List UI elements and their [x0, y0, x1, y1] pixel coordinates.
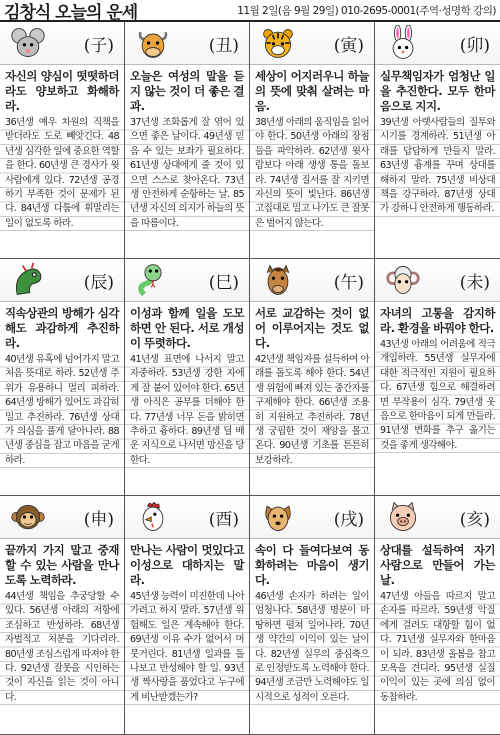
rat-icon — [10, 25, 46, 61]
hanja-label: (亥) — [459, 509, 490, 530]
hanja-label: (未) — [459, 272, 490, 293]
page-header — [0, 0, 500, 22]
page-title: 김창식 오늘의 운세 — [4, 2, 138, 23]
fortune-detail: 45년생 능력이 미진한데 나아가려고 하지 말라. 57년생 위험해도 일은 계속해야 한다. 69년생 이유 수가 없어서 머뭇거린다. 81년생 일과를 돌나보고 반성해야 할 일. 93년생 짝사랑을 품었다고 누구에게 비난받겠는가? — [125, 590, 249, 705]
fortune-headline: 서로 교감하는 것이 없어 이루어지는 것도 없다. — [255, 306, 369, 350]
hanja-label: (子) — [83, 35, 114, 56]
hanja-label: (午) — [333, 272, 364, 293]
zodiac-cell-mi — [375, 259, 500, 496]
fortune-detail: 37년생 조화롭게 잘 엮어 있으면 좋은 날이다. 49년생 믿음 수 있는 보좌가 필요하다. 61년생 상대에게 줄 것이 있으면 스스로 찾아온다. 73년생 안전하게 순항하는 날. 85년생 자신의 의지가 하늘의 뜻을 따름이다. — [125, 116, 249, 231]
fortune-detail: 40년생 유혹에 넘어가지 말고 처음 뜻대로 하라. 52년생 주위가 유용하니 멀리 피하라. 64년생 방해가 있어도 과감히 밀고 추진하라. 76년생 상대가 의심을 풀게 달아나라. 88년생 중심을 잡고 마음을 굳게 하라. — [0, 353, 124, 468]
zodiac-cell-hae — [375, 496, 500, 735]
zodiac-cell-chuk — [125, 22, 250, 259]
fortune-detail: 46년생 손자가 하려는 일이 엄청나다. 58년생 명분이 마땅하면 펼쳐 일어나라. 70년생 약간의 이익이 있는 날이다. 82년생 실무의 중심축으로 인정받도록 노력해야 한다. 94년생 조금만 노력해야도 일시적으로 성적이 오른다. — [250, 590, 374, 705]
fortune-detail: 38년생 아래의 움직임을 읽어야 한다. 50년생 아래의 장점들을 파악하라. 62년생 윗사람보다 아래 생생 통을 돌보라. 74년생 질서를 잘 지키면 자신의 뜻이 빛난다. 86년생 고집대로 밀고 나가도 큰 잘못은 벌어지 않는다. — [250, 116, 374, 231]
horse-icon — [260, 262, 296, 298]
fortune-detail: 44년생 책임을 추궁당할 수 있다. 56년생 아래의 저항에 조심하고 반성하라. 68년생 자벌적고 처분을 기다리라. 80년생 조심스럽게 따져야 한다. 92년생 잘못을 시인하는 것이 자신을 읽는 것이 아니다. — [0, 590, 124, 705]
fortune-headline: 직속상관의 방해가 심각해도 과감하게 추진하라. — [5, 306, 119, 350]
fortune-headline: 오늘은 여성의 말을 듣지 않는 것이 더 좋은 결과. — [130, 69, 244, 113]
hanja-label: (丑) — [208, 35, 239, 56]
fortune-detail: 39년생 아랫사람들의 질투와 시기를 경계하라. 51년생 아래를 답답하게 만들지 말라. 63년생 흉계를 꾸며 상대를 해하지 말라. 75년생 비상대책을 강구하라. 87년생 상대가 강하니 안전하게 행동하라. — [375, 116, 500, 217]
zodiac-cell-in — [250, 22, 375, 259]
fortune-detail: 36년생 예우 차원의 직책을 받더라도 도로 빼앗긴다. 48년생 심각한 일에 중요한 역할을 한다. 60년생 큰 경사가 윗사람에게 있다. 72년생 공경하기 부족한 것이 문제가 된다. 84년생 다툼에 휘말리는 일이 없도록 하라. — [0, 116, 124, 231]
zodiac-cell-sul — [250, 496, 375, 735]
fortune-headline: 세상이 어지러우니 하늘의 뜻에 맞춰 살려는 마음. — [255, 69, 369, 113]
hanja-label: (卯) — [459, 35, 490, 56]
fortune-detail: 47년생 아들을 따르지 말고 손자를 따르라. 59년생 악질에게 걸려도 대항할 힘이 없다. 71년생 실무자와 한마음이 되라. 83년생 올봄을 참고 모욕을 견디라. 95년생 실질 이익이 있는 곳에 의심 없이 동참하라. — [375, 590, 500, 705]
sheep-icon — [385, 262, 421, 298]
rabbit-icon — [385, 25, 421, 61]
zodiac-cell-sa — [125, 259, 250, 496]
hanja-label: (酉) — [208, 509, 239, 530]
hanja-label: (寅) — [333, 35, 364, 56]
zodiac-cell-yu — [125, 496, 250, 735]
zodiac-grid — [0, 22, 500, 735]
fortune-headline: 자녀의 고통을 감지하라. 환경을 바꿔야 한다. — [380, 306, 495, 335]
hanja-label: (巳) — [208, 272, 239, 293]
zodiac-cell-myo — [375, 22, 500, 259]
snake-icon — [135, 262, 171, 298]
tiger-icon — [260, 25, 296, 61]
fortune-headline: 속이 다 들여다보여 동화하려는 마음이 생기다. — [255, 543, 369, 587]
fortune-detail: 42년생 책임자를 설득하여 아래를 돌도록 해야 한다. 54년생 위험에 빠져 있는 중간자를 구제해야 한다. 66년생 조용히 지원하고 추진하라. 78년생 궁핍한 것이 재앙을 몰고 온다. 90년생 기초를 튼튼히 보강하라. — [250, 353, 374, 468]
ox-icon — [135, 25, 171, 61]
pig-icon — [385, 499, 421, 535]
date-contact-info: 11월 2일(음 9월 29일) 010-2695-0001(주역·성명학 강의) — [237, 4, 496, 17]
dog-icon — [260, 499, 296, 535]
fortune-headline: 상대를 설득하여 자기 사람으로 만들어 가는 날. — [380, 543, 495, 587]
zodiac-cell-o — [250, 259, 375, 496]
hanja-label: (申) — [83, 509, 114, 530]
zodiac-cell-sin — [0, 496, 125, 735]
hanja-label: (辰) — [83, 272, 114, 293]
fortune-detail: 43년생 아래의 어려움에 적극 개입하라. 55년생 실무자에 대한 적극적인 지원이 필요하다. 67년생 힘으로 해결하려면 부작용이 심각. 79년생 웃음으로 한마음이 되게 만들라. 91년생 변화를 추구 옮기는 것을 좋게 생각해야. — [375, 338, 500, 453]
dragon-icon — [10, 262, 46, 298]
fortune-headline: 끝까지 가지 말고 중재할 수 있는 사람을 만나도록 노력하라. — [5, 543, 119, 587]
fortune-headline: 자신의 양심이 떳떳하더라도 양보하고 화해하라. — [5, 69, 119, 113]
zodiac-cell-ja — [0, 22, 125, 259]
fortune-headline: 실무책임자가 엄청난 일을 추진한다. 모두 한마음으로 지지. — [380, 69, 495, 113]
fortune-headline: 이성과 함께 일을 도모하면 안 된다. 서로 개성이 뚜렷하다. — [130, 306, 244, 350]
rooster-icon — [135, 499, 171, 535]
monkey-icon — [10, 499, 46, 535]
zodiac-cell-jin — [0, 259, 125, 496]
fortune-detail: 41년생 표면에 나서지 말고 자중하라. 53년생 강한 자에게 잘 붙어 있어야 한다. 65년생 아직은 공부를 더해야 한다. 77년생 너무 돈을 밝히면 추하고 흉하다. 89년생 딜 배운 지식으로 나서면 망신을 당한다. — [125, 353, 249, 468]
fortune-headline: 만나는 사람이 멋있다고 이성으로 대하지는 말라. — [130, 543, 244, 587]
hanja-label: (戌) — [333, 509, 364, 530]
